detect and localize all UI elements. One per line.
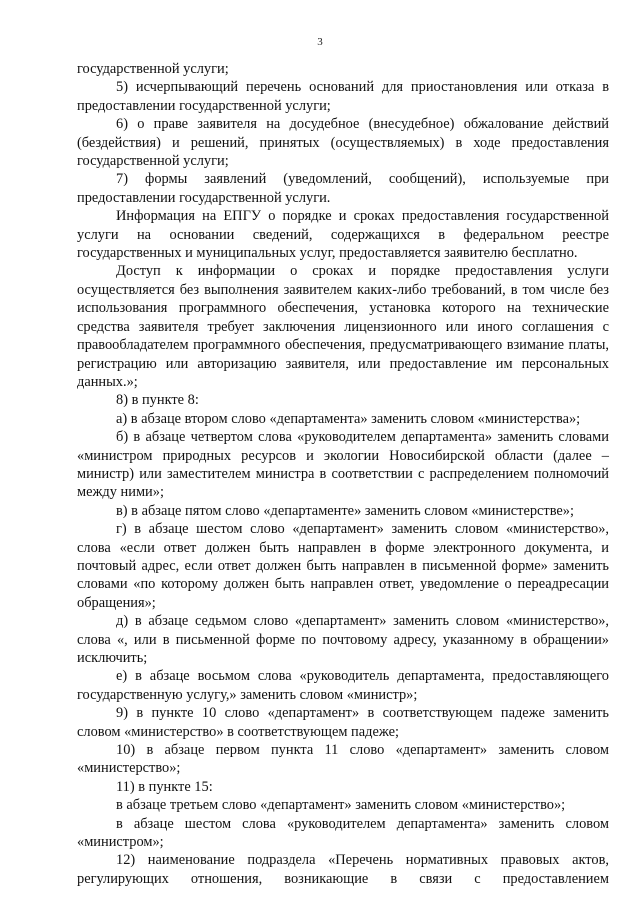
paragraph: Информация на ЕПГУ о порядке и сроках предоставления государственной услуги на основании сведений, содержащихся в федеральном реестре государственных и муниципальных услуг, предоставляется заявителю бесплатно. [77,208,609,262]
paragraph: 5) исчерпывающий перечень оснований для приостановления или отказа в предоставлении государственной услуги; [77,79,609,114]
paragraph: государственной услуги; [77,61,229,77]
paragraph: 6) о праве заявителя на досудебное (внесудебное) обжалование действий (бездействия) и решений, принятых (осуществляемых) в ходе предоставления государственной услуги; [77,116,609,170]
paragraph: в) в абзаце пятом слово «департаменте» заменить словом «министерстве»; [116,502,574,519]
paragraph: б) в абзаце четвертом слова «руководителем департамента» заменить словами «министром природных ресурсов и экологии Новосибирской области (далее – министр) или заместителем министра в соответствии с распределением полномочий между ними»; [77,429,609,501]
paragraph: 11) в пункте 15: [116,778,213,795]
paragraph: г) в абзаце шестом слово «департамент» заменить словом «министерство», слова «если ответ должен быть направлен в форме электронного документа, и почтовый адрес, если ответ должен быть направлен в письменной форме» заменить словами «по которому должен быть направлен ответ, уведомление о переадресации обращения»; [77,521,609,611]
paragraph: 8) в пункте 8: [116,392,199,409]
paragraph: 12) наименование подраздела «Перечень нормативных правовых актов, регулирующих отношения, возникающие в связи с предоставлением [77,852,609,887]
paragraph: а) в абзаце втором слово «департамента» заменить словом «министерства»; [116,410,581,427]
document-body [77,60,609,888]
paragraph: 10) в абзаце первом пункта 11 слово «департамент» заменить словом «министерство»; [77,742,609,777]
paragraph: д) в абзаце седьмом слово «департамент» заменить словом «министерство», слова «, или в письменной форме по почтовому адресу, указанному в обращении» исключить; [77,613,609,666]
paragraph: в абзаце шестом слова «руководителем департамента» заменить словом «министром»; [77,815,609,851]
page-number: 3 [317,36,323,48]
paragraph: е) в абзаце восьмом слова «руководитель департамента, предоставляющего государственную услугу,» заменить словом «министр»; [77,668,609,703]
paragraph: в абзаце третьем слово «департамент» заменить словом «министерство»; [116,797,566,814]
paragraph: Доступ к информации о сроках и порядке предоставления услуги осуществляется без выполнения заявителем каких-либо требований, в том числе без использования программного обеспечения, установка которого на технические средства заявителя требует заключения лицензионного или иного соглашения с правообладателем программного обеспечения, предусматривающего взимание платы, регистрацию или авторизацию заявителя, или предоставление им персональных данных.»; [77,263,609,390]
paragraph: 9) в пункте 10 слово «департамент» в соответствующем падеже заменить словом «министерство» в соответствующем падеже; [77,705,609,740]
paragraph: 7) формы заявлений (уведомлений, сообщений), используемые при предоставлении государственной услуги. [77,171,609,206]
